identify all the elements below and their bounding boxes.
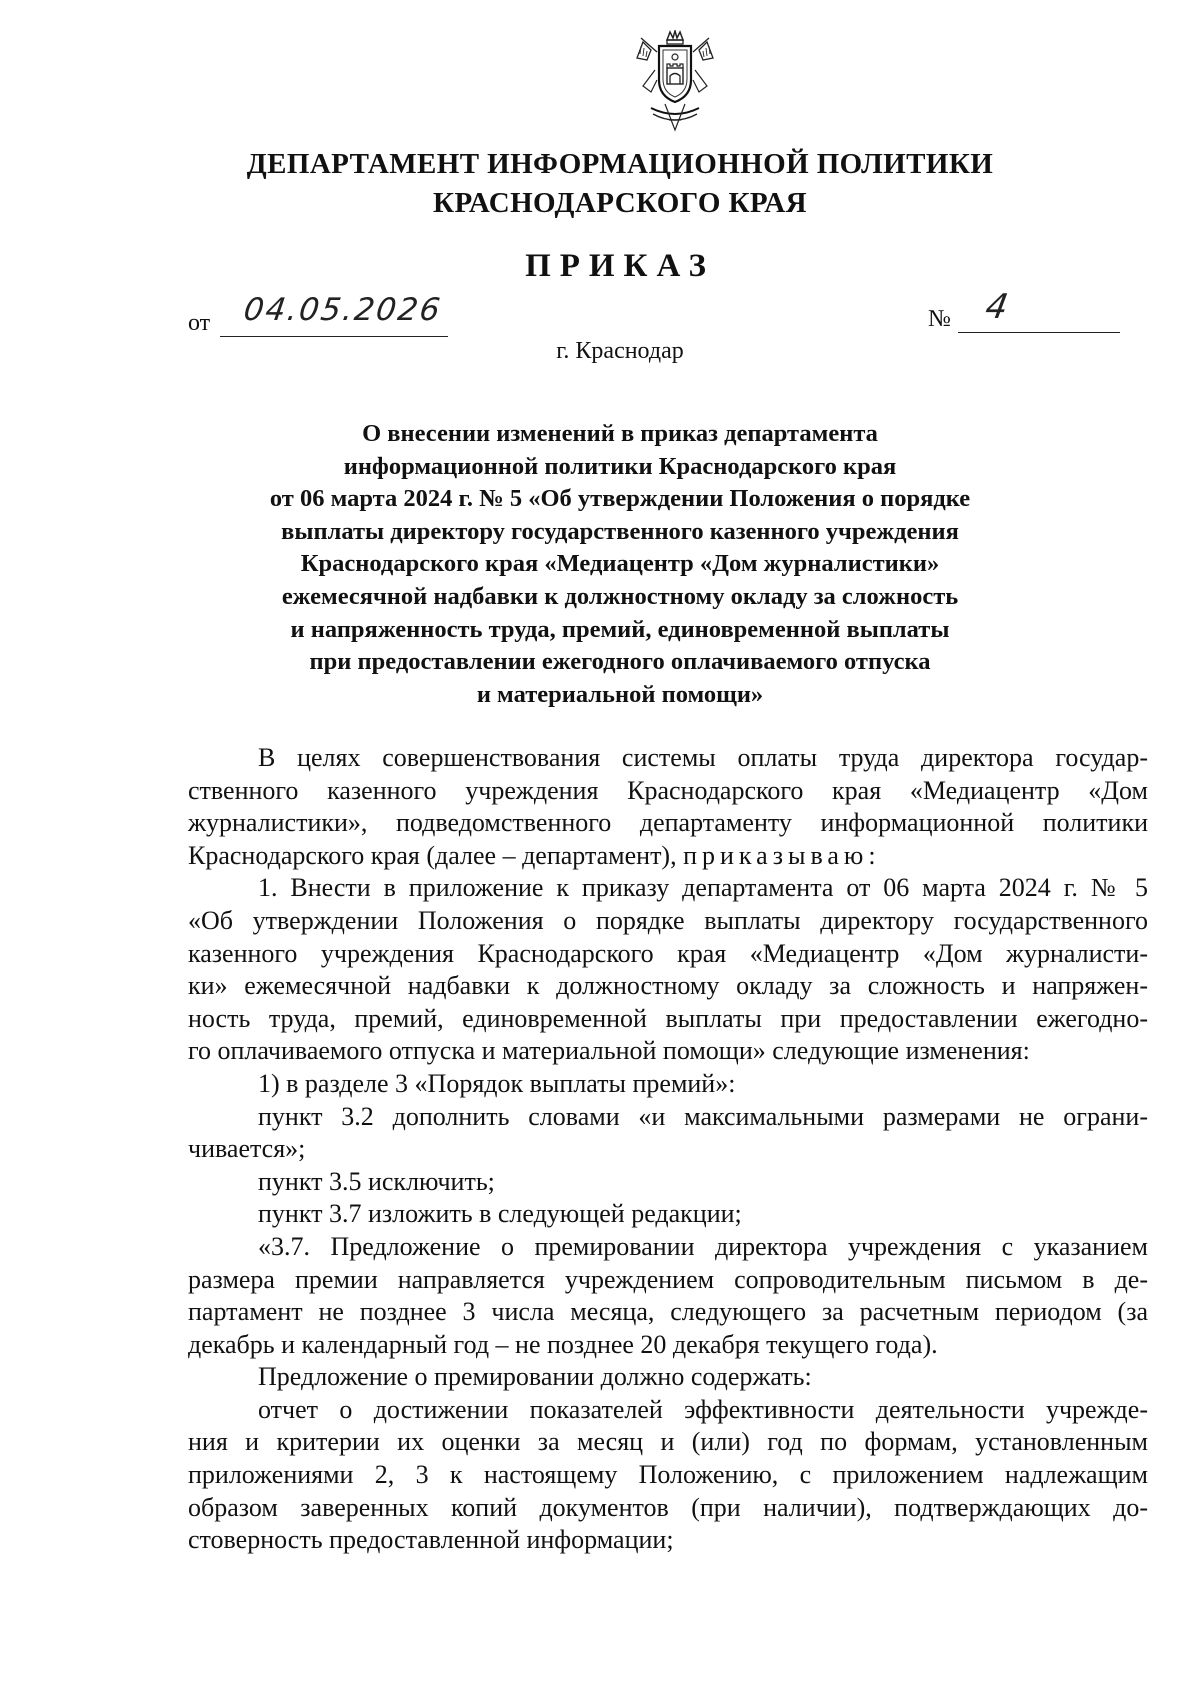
body-line: приложениями 2, 3 к настоящему Положению, с приложением надлежащим [188,1460,1148,1490]
number-underline [958,332,1120,333]
document-body [188,742,1148,1557]
body-line: 1. Внести в приложение к приказу департамента от 06 марта 2024 г. № 5 [258,873,1148,903]
body-line: отчет о достижении показателей эффективности деятельности учрежде- [258,1394,1148,1424]
body-line [188,840,1148,873]
krasnodar-krai-coat-of-arms-icon [633,30,717,134]
body-line: образом заверенных копий документов (при наличии), подтверждающих до- [188,1492,1148,1522]
body-line: го оплачиваемого отпуска и материальной помощи» следующие изменения: [188,1036,1030,1066]
date-underline [220,336,448,337]
body-line: ственного казенного учреждения Краснодарского края «Медиацентр «Дом [188,775,1148,805]
body-line: казенного учреждения Краснодарского края «Медиацентр «Дом журналисти- [188,938,1148,968]
body-line: партамент не позднее 3 числа месяца, следующего за расчетным периодом (за [188,1297,1148,1327]
document-subject [160,418,1080,711]
subject-line: выплаты директору государственного казенного учреждения [281,517,959,545]
body-line: пункт 3.2 дополнить словами «и максимальными размерами не ограни- [258,1101,1148,1131]
subject-line: при предоставлении ежегодного оплачиваемого отпуска [309,648,931,676]
body-line: декабрь и календарный год – не позднее 20 декабря текущего года). [188,1329,938,1359]
body-line: В целях совершенствования системы оплаты труда директора государ- [258,743,1148,772]
subject-line: ежемесячной надбавки к должностному окладу за сложность [281,582,959,610]
number-label: № [928,306,951,332]
subject-line: информационной политики Краснодарского края [343,452,897,480]
handwritten-date: 04.05.2026 [241,292,445,328]
department-name-line2: КРАСНОДАРСКОГО КРАЯ [433,187,807,219]
department-name-line1: ДЕПАРТАМЕНТ ИНФОРМАЦИОННОЙ ПОЛИТИКИ [246,148,994,180]
body-line: ния и критерии их оценки за месяц и (или) год по формам, установленным [188,1427,1148,1457]
handwritten-number: 4 [982,287,1012,327]
body-line: пункт 3.7 изложить в следующей редакции; [258,1199,742,1229]
subject-line: Краснодарского края «Медиацентр «Дом журналистики» [300,550,940,578]
city-line: г. Краснодар [556,338,684,364]
body-text: Краснодарского края (далее – департамент), [188,840,677,870]
date-label: от [188,310,211,336]
body-line: пункт 3.5 исключить; [258,1166,495,1196]
body-line: «3.7. Предложение о премировании директора учреждения с указанием [258,1231,1148,1261]
body-line: Предложение о премировании должно содержать: [258,1362,812,1392]
document-type-title: ПРИКАЗ [525,248,715,284]
body-line: ки» ежемесячной надбавки к должностному окладу за сложность и напряжен- [188,971,1148,1001]
body-line: ность труда, премий, единовременной выплаты при предоставлении ежегодно- [188,1003,1148,1033]
subject-line: от 06 марта 2024 г. № 5 «Об утверждении Положения о порядке [269,485,971,513]
subject-line: и материальной помощи» [476,680,764,708]
body-line: стоверность предоставленной информации; [188,1525,674,1555]
body-line: журналистики», подведомственного департаменту информационной политики [188,808,1148,838]
subject-line: О внесении изменений в приказ департамента [362,420,878,447]
body-line: «Об утверждении Положения о порядке выплаты директору государственного [188,905,1148,935]
body-line: 1) в разделе 3 «Порядок выплаты премий»: [258,1068,736,1098]
subject-line: и напряженность труда, премий, единовременной выплаты [290,615,950,643]
body-line: чивается»; [188,1134,306,1164]
order-directive-word: приказываю: [683,840,881,870]
body-line: размера премии направляется учреждением сопроводительным письмом в де- [188,1264,1148,1294]
